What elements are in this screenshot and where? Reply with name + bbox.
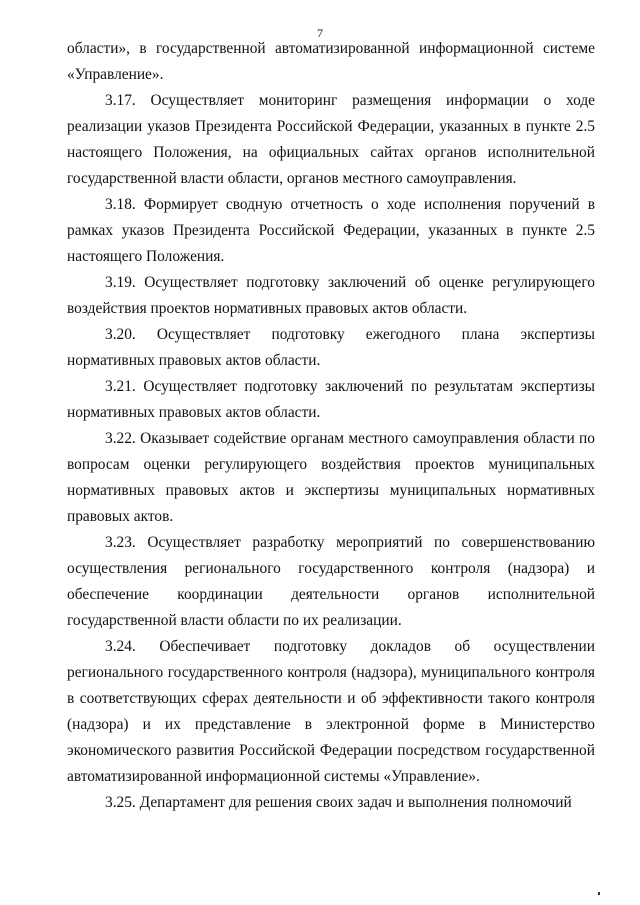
paragraph-3-25: 3.25. Департамент для решения своих задач и выполнения полномочий [105, 794, 572, 811]
document-body [67, 36, 595, 816]
scan-speck [598, 892, 600, 895]
paragraph-3-20: 3.20. Осуществляет подготовку ежегодного плана экспертизы нормативных правовых актов области. [67, 326, 595, 369]
paragraph-3-23: 3.23. Осуществляет разработку мероприятий по совершенствованию осуществления регионального государственного контроля (надзора) и обеспечение координации деятельности органов исполнительной государственной власти области по их реализации. [67, 534, 595, 629]
paragraph-3-21: 3.21. Осуществляет подготовку заключений по результатам экспертизы нормативных правовых актов области. [67, 378, 595, 421]
paragraph-3-19: 3.19. Осуществляет подготовку заключений об оценке регулирующего воздействия проектов нормативных правовых актов области. [67, 274, 595, 317]
paragraph-3-18: 3.18. Формирует сводную отчетность о ходе исполнения поручений в рамках указов Президента Российской Федерации, указанных в пункте 2.5 настоящего Положения. [67, 196, 595, 265]
page-number: 7 [317, 26, 323, 40]
paragraph-continuation: области», в государственной автоматизированной информационной системе «Управление». [67, 40, 595, 83]
paragraph-3-24: 3.24. Обеспечивает подготовку докладов об осуществлении регионального государственного контроля (надзора), муниципального контроля в соответствующих сферах деятельности и об эффективности такого контроля (надзора) и их представление в электронной форме в Министерство экономического развития Российской Федерации посредством государственной автоматизированной информационной системы «Управление». [67, 638, 595, 785]
paragraph-3-17: 3.17. Осуществляет мониторинг размещения информации о ходе реализации указов Президента Российской Федерации, указанных в пункте 2.5 настоящего Положения, на официальных сайтах органов исполнительной государственной власти области, органов местного самоуправления. [67, 92, 595, 187]
paragraph-3-22: 3.22. Оказывает содействие органам местного самоуправления области по вопросам оценки регулирующего воздействия проектов муниципальных нормативных правовых актов и экспертизы муниципальных нормативных правовых актов. [67, 430, 595, 525]
